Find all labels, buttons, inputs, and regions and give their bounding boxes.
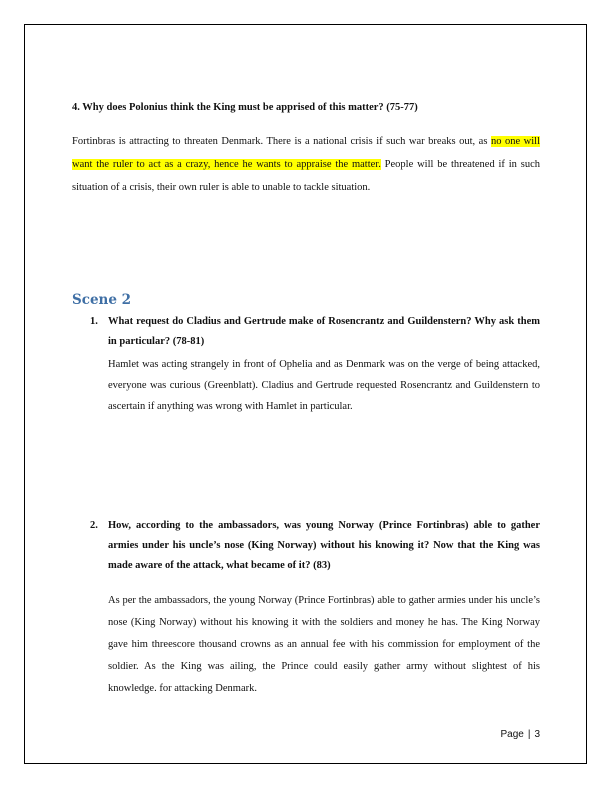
item-answer: As per the ambassadors, the young Norway (Prince Fortinbras) able to gather armies under his uncle’s nose (King Norway) without his knowing it with the soldiers and money he has. The King Norway gave him threescore thousand crowns as an annual fee with his commission for employment of the soldier. As the King was ailing, the Prince could easily gather army without slightest of his knowledge. for attacking Denmark. (108, 595, 540, 694)
scene-2-item-2 (90, 516, 540, 700)
item-number: 2. (90, 520, 98, 531)
answer-text-continued: People will be threatened if in such situation of a crisis, their own ruler is able to unable to tackle situation. (72, 159, 540, 193)
item-answer: Hamlet was acting strangely in front of Ophelia and as Denmark was on the verge of being attacked, everyone was curious (Greenblatt). Cladius and Gertrude requested Rosencrantz and Guildenstern to ascertain if anything was wrong with Hamlet in particular. (108, 359, 540, 412)
page-number: 3 (534, 729, 540, 740)
question-4-answer (72, 130, 540, 199)
page-label: Page (500, 729, 524, 740)
item-number: 1. (90, 316, 98, 327)
page-footer (500, 729, 540, 740)
highlighted-text: no one will want the ruler to act as a crazy, hence he wants to appraise the matter. (72, 136, 540, 170)
item-question: What request do Cladius and Gertrude make of Rosencrantz and Guildenstern? Why ask them in particular? (78-81) (108, 316, 540, 347)
scene-2-item-1 (90, 312, 540, 417)
item-question: How, according to the ambassadors, was young Norway (Prince Fortinbras) able to gather armies under his uncle’s nose (King Norway) without his knowing it? Now that the King was made aware of the attack, what became of it? (83) (108, 520, 540, 571)
page-separator: | (527, 729, 531, 740)
scene-2-title: Scene 2 (72, 292, 132, 308)
answer-text: Fortinbras is attracting to threaten Denmark. There is a national crisis if such war breaks out, as (72, 136, 491, 147)
question-4-heading: 4. Why does Polonius think the King must be apprised of this matter? (75-77) (72, 102, 418, 113)
